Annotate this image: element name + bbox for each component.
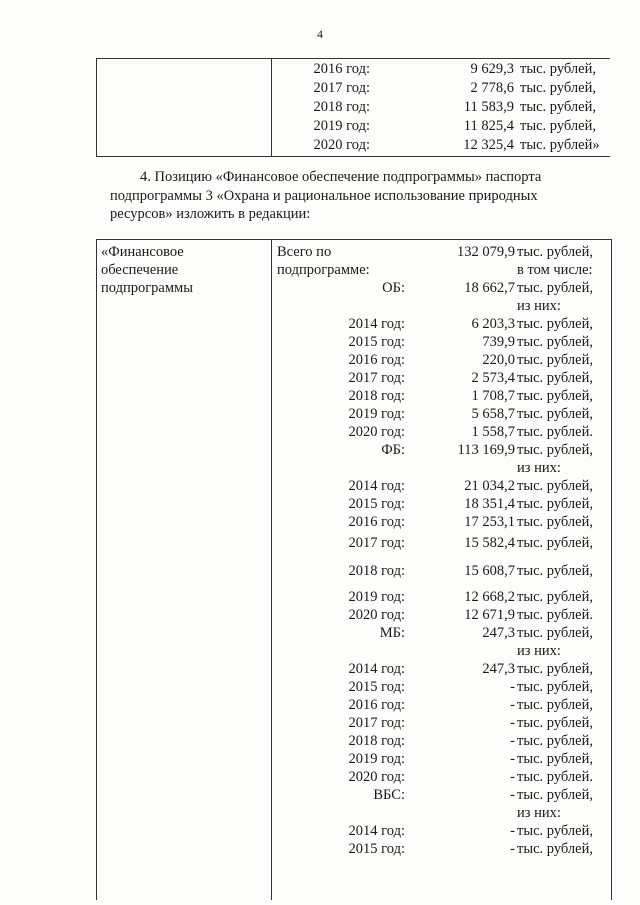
row-label: 2015 год: xyxy=(348,841,405,857)
row-label: 2014 год: xyxy=(348,316,405,332)
unit-label: тыс. рублей, xyxy=(517,514,593,530)
amount-value: 21 034,2 xyxy=(464,478,515,494)
total-unit-line-2: в том числе: xyxy=(517,262,593,278)
table-row xyxy=(97,750,611,768)
amount-value: 17 253,1 xyxy=(464,514,515,530)
year-label: 2019 год: xyxy=(313,118,370,134)
amount-value: 2 573,4 xyxy=(471,370,515,386)
total-label-line-1: Всего по xyxy=(277,244,332,260)
table-row xyxy=(97,423,611,441)
table-row xyxy=(97,624,611,659)
amount-value: 12 325,4 xyxy=(463,137,514,153)
amount-value: 1 558,7 xyxy=(471,424,515,440)
row-label: 2014 год: xyxy=(348,478,405,494)
unit-label: тыс. рублей, xyxy=(520,80,596,96)
year-label: 2017 год: xyxy=(313,80,370,96)
unit-label: тыс. рублей, xyxy=(517,352,593,368)
amount-value: 12 671,9 xyxy=(464,607,515,623)
table-row xyxy=(272,79,610,97)
table-row xyxy=(97,333,611,351)
amount-value: 11 825,4 xyxy=(463,118,514,134)
total-unit-line-1: тыс. рублей, xyxy=(517,244,593,260)
row-label: 2015 год: xyxy=(348,334,405,350)
row-label: ОБ: xyxy=(382,280,405,296)
year-label: 2018 год: xyxy=(313,99,370,115)
year-label: 2016 год: xyxy=(313,61,370,77)
table-row xyxy=(97,840,611,858)
unit-label: тыс. рублей, xyxy=(517,589,593,605)
table-row xyxy=(97,696,611,714)
row-label: 2017 год: xyxy=(348,535,405,551)
unit-label: тыс. рублей, xyxy=(517,478,593,494)
unit-label: тыс. рублей, xyxy=(517,841,593,857)
row-label: 2020 год: xyxy=(348,607,405,623)
unit-label: тыс. рублей, xyxy=(517,316,593,332)
total-value: 132 079,9 xyxy=(457,244,515,260)
amount-value: 739,9 xyxy=(482,334,515,350)
amount-value: 2 778,6 xyxy=(470,80,514,96)
amount-value: - xyxy=(510,679,515,695)
paragraph-line-1: 4. Позицию «Финансовое обеспечение подпрограммы» паспорта xyxy=(140,169,542,185)
table-row xyxy=(272,136,610,154)
amount-value: 113 169,9 xyxy=(457,442,515,458)
table-row xyxy=(97,606,611,624)
table-row xyxy=(97,405,611,423)
table-row xyxy=(97,588,611,606)
unit-label: тыс. рублей, xyxy=(517,697,593,713)
row-label: 2014 год: xyxy=(348,823,405,839)
table-row xyxy=(97,822,611,840)
row-label: 2017 год: xyxy=(348,715,405,731)
row-label: 2014 год: xyxy=(348,661,405,677)
unit-label: тыс. рублей. xyxy=(517,424,593,440)
row-label: ФБ: xyxy=(381,442,405,458)
unit-label: тыс. рублей, xyxy=(517,751,593,767)
table-row xyxy=(97,660,611,678)
table-row xyxy=(97,562,611,580)
table-row xyxy=(97,387,611,405)
row-label: 2020 год: xyxy=(348,424,405,440)
unit-label: тыс. рублей, xyxy=(517,370,593,386)
table-row xyxy=(97,513,611,531)
table-row xyxy=(97,534,611,552)
amount-value: 247,3 xyxy=(482,625,515,641)
amount-value: 5 658,7 xyxy=(471,406,515,422)
amendment-paragraph xyxy=(110,168,610,224)
table-row xyxy=(97,279,611,314)
amount-value: 9 629,3 xyxy=(470,61,514,77)
unit-label: тыс. рублей, xyxy=(517,406,593,422)
table-row xyxy=(97,369,611,387)
paragraph-line-3: ресурсов» изложить в редакции: xyxy=(110,206,311,222)
unit-label: тыс. рублей, xyxy=(517,715,593,731)
unit-label: тыс. рублей, xyxy=(517,787,593,803)
unit-sub-label: из них: xyxy=(517,298,561,314)
unit-label: тыс. рублей. xyxy=(517,769,593,785)
table-row xyxy=(272,98,610,116)
unit-label: тыс. рублей. xyxy=(517,607,593,623)
unit-label: тыс. рублей, xyxy=(517,280,593,296)
row-label: 2018 год: xyxy=(348,563,405,579)
unit-label: тыс. рублей, xyxy=(517,563,593,579)
amount-value: 220,0 xyxy=(482,352,515,368)
row-label: 2016 год: xyxy=(348,352,405,368)
unit-label: тыс. рублей» xyxy=(520,137,600,153)
empty-name-cell xyxy=(97,59,272,157)
unit-label: тыс. рублей, xyxy=(520,99,596,115)
table-row xyxy=(97,351,611,369)
amount-value: - xyxy=(510,823,515,839)
row-label: 2019 год: xyxy=(348,751,405,767)
page-number: 4 xyxy=(317,27,323,41)
amount-value: 11 583,9 xyxy=(463,99,514,115)
funding-table xyxy=(96,239,612,900)
table-row xyxy=(97,315,611,333)
position-name-line-3: подпрограммы xyxy=(101,280,193,296)
amount-value: - xyxy=(510,697,515,713)
unit-sub-label: из них: xyxy=(517,805,561,821)
unit-label: тыс. рублей, xyxy=(517,679,593,695)
unit-label: тыс. рублей, xyxy=(517,535,593,551)
position-name-line-2: обеспечение xyxy=(101,262,179,278)
row-label: 2018 год: xyxy=(348,388,405,404)
unit-label: тыс. рублей, xyxy=(517,661,593,677)
amount-value: - xyxy=(510,751,515,767)
row-label: 2016 год: xyxy=(348,697,405,713)
table-row xyxy=(272,60,610,78)
unit-sub-label: из них: xyxy=(517,460,561,476)
amount-value: 15 582,4 xyxy=(464,535,515,551)
table-row xyxy=(97,477,611,495)
unit-label: тыс. рублей, xyxy=(517,334,593,350)
row-label: 2018 год: xyxy=(348,733,405,749)
table-row xyxy=(97,714,611,732)
unit-label: тыс. рублей, xyxy=(517,388,593,404)
amount-value: - xyxy=(510,787,515,803)
table-row xyxy=(272,117,610,135)
unit-label: тыс. рублей, xyxy=(517,442,593,458)
row-label: 2015 год: xyxy=(348,496,405,512)
amount-value: - xyxy=(510,841,515,857)
funding-table-continuation xyxy=(96,58,610,157)
total-label-line-2: подпрограмме: xyxy=(277,262,370,278)
table-row xyxy=(97,732,611,750)
row-label: МБ: xyxy=(379,625,405,641)
amount-value: - xyxy=(510,733,515,749)
table-row xyxy=(97,678,611,696)
amount-value: 18 351,4 xyxy=(464,496,515,512)
amount-value: - xyxy=(510,715,515,731)
row-label: 2019 год: xyxy=(348,589,405,605)
unit-label: тыс. рублей, xyxy=(517,496,593,512)
values-cell xyxy=(272,59,611,157)
unit-label: тыс. рублей, xyxy=(520,61,596,77)
unit-label: тыс. рублей, xyxy=(517,733,593,749)
amount-value: 18 662,7 xyxy=(464,280,515,296)
unit-label: тыс. рублей, xyxy=(517,823,593,839)
row-label: 2016 год: xyxy=(348,514,405,530)
table-row xyxy=(97,786,611,821)
amount-value: 15 608,7 xyxy=(464,563,515,579)
table-row xyxy=(97,441,611,476)
table-row xyxy=(97,495,611,513)
total-label xyxy=(277,243,387,279)
row-label: 2017 год: xyxy=(348,370,405,386)
position-name-line-1: «Финансовое xyxy=(101,244,184,260)
year-label: 2020 год: xyxy=(313,137,370,153)
paragraph-line-2: подпрограммы 3 «Охрана и рациональное использование природных xyxy=(110,187,538,204)
unit-label: тыс. рублей, xyxy=(517,625,593,641)
amount-value: 247,3 xyxy=(482,661,515,677)
row-label: 2019 год: xyxy=(348,406,405,422)
row-label: ВБС: xyxy=(373,787,405,803)
amount-value: - xyxy=(510,769,515,785)
amount-value: 12 668,2 xyxy=(464,589,515,605)
total-unit xyxy=(517,243,593,279)
unit-label: тыс. рублей, xyxy=(520,118,596,134)
row-label: 2015 год: xyxy=(348,679,405,695)
amount-value: 6 203,3 xyxy=(471,316,515,332)
row-label: 2020 год: xyxy=(348,769,405,785)
unit-sub-label: из них: xyxy=(517,643,561,659)
amount-value: 1 708,7 xyxy=(471,388,515,404)
table-row xyxy=(97,768,611,786)
